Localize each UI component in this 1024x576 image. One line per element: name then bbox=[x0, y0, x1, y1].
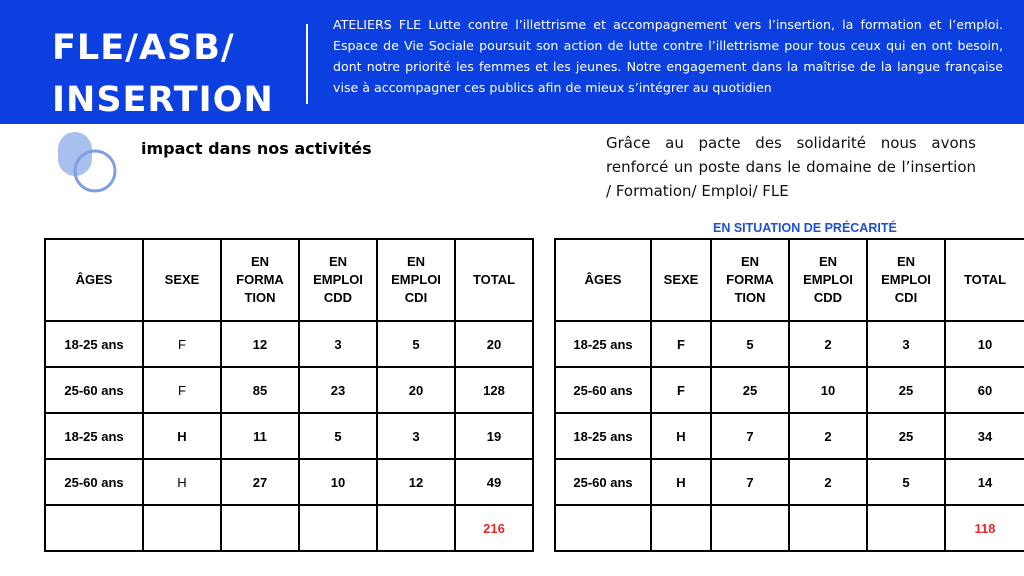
cell-cdd: 3 bbox=[299, 321, 377, 367]
table-total-row bbox=[45, 505, 533, 551]
header-cdi bbox=[377, 239, 455, 321]
header-text: CDD bbox=[323, 290, 353, 305]
cell-formation: 12 bbox=[221, 321, 299, 367]
cell-age: 25-60 ans bbox=[555, 367, 651, 413]
header-total: TOTAL bbox=[945, 239, 1024, 321]
cell-total: 10 bbox=[945, 321, 1024, 367]
table-row bbox=[555, 459, 1024, 505]
cell-formation: 7 bbox=[711, 459, 789, 505]
cell-empty bbox=[867, 505, 945, 551]
cell-age: 18-25 ans bbox=[555, 413, 651, 459]
cell-empty bbox=[789, 505, 867, 551]
header-formation bbox=[711, 239, 789, 321]
cell-age: 18-25 ans bbox=[45, 321, 143, 367]
cell-age: 25-60 ans bbox=[45, 459, 143, 505]
cell-cdi: 5 bbox=[377, 321, 455, 367]
cell-sexe: H bbox=[651, 459, 711, 505]
cell-age: 25-60 ans bbox=[45, 367, 143, 413]
table-precarite bbox=[554, 238, 1024, 552]
table-row bbox=[555, 321, 1024, 367]
header-text: FORMA bbox=[236, 272, 284, 287]
table-header-row bbox=[555, 239, 1024, 321]
header-text: EMPLOI bbox=[313, 272, 363, 287]
cell-sexe: F bbox=[651, 321, 711, 367]
header-text: EN bbox=[250, 254, 270, 269]
cell-age: 18-25 ans bbox=[45, 413, 143, 459]
header-text: EMPLOI bbox=[803, 272, 853, 287]
cell-formation: 85 bbox=[221, 367, 299, 413]
header-ages: ÂGES bbox=[45, 239, 143, 321]
table-all-participants bbox=[44, 238, 534, 552]
table-row bbox=[45, 459, 533, 505]
header-text: EN bbox=[406, 254, 426, 269]
cell-formation: 25 bbox=[711, 367, 789, 413]
cell-total: 60 bbox=[945, 367, 1024, 413]
header-text: EN bbox=[740, 254, 760, 269]
header-cdi bbox=[867, 239, 945, 321]
cell-cdi: 3 bbox=[377, 413, 455, 459]
header-text: EN bbox=[818, 254, 838, 269]
pacte-paragraph: Grâce au pacte des solidarité nous avons renforcé un poste dans le domaine de l’insertion / Formation/ Emploi/ FLE bbox=[606, 134, 976, 200]
cell-total: 128 bbox=[455, 367, 533, 413]
cell-empty bbox=[45, 505, 143, 551]
cell-empty bbox=[651, 505, 711, 551]
table-row bbox=[45, 367, 533, 413]
cell-total: 20 bbox=[455, 321, 533, 367]
header-text: EN bbox=[896, 254, 916, 269]
decorative-circles-icon bbox=[56, 130, 122, 196]
cell-empty bbox=[221, 505, 299, 551]
intro-paragraph: ATELIERS FLE Lutte contre l’illettrisme et accompagnement vers l’insertion, la formation et l’emploi. Espace de Vie Sociale poursuit son action de lutte contre l’illettrisme pour tous ceux qui en ont besoin, dont notre priorité les femmes et les jeunes. Notre engagement dans la maîtrise de la langue française vise à accompagner ces publics afin de mieux s’intégrer au quotidien bbox=[333, 17, 1003, 95]
header-text: EMPLOI bbox=[881, 272, 931, 287]
table-header-row bbox=[45, 239, 533, 321]
header-cdd bbox=[299, 239, 377, 321]
cell-formation: 5 bbox=[711, 321, 789, 367]
header-text: CDI bbox=[404, 290, 428, 305]
header-total: TOTAL bbox=[455, 239, 533, 321]
grand-total: 216 bbox=[455, 505, 533, 551]
table-row bbox=[555, 413, 1024, 459]
cell-total: 19 bbox=[455, 413, 533, 459]
page-title bbox=[52, 22, 274, 126]
header-text: CDD bbox=[813, 290, 843, 305]
cell-cdd: 10 bbox=[299, 459, 377, 505]
header-divider bbox=[306, 24, 308, 104]
header-text: EN bbox=[328, 254, 348, 269]
cell-cdd: 5 bbox=[299, 413, 377, 459]
header-text: FORMA bbox=[726, 272, 774, 287]
cell-total: 34 bbox=[945, 413, 1024, 459]
cell-total: 14 bbox=[945, 459, 1024, 505]
cell-total: 49 bbox=[455, 459, 533, 505]
cell-cdi: 25 bbox=[867, 367, 945, 413]
cell-empty bbox=[711, 505, 789, 551]
cell-cdd: 23 bbox=[299, 367, 377, 413]
cell-sexe: H bbox=[143, 459, 221, 505]
header-text: EMPLOI bbox=[391, 272, 441, 287]
cell-empty bbox=[377, 505, 455, 551]
cell-empty bbox=[299, 505, 377, 551]
cell-cdd: 10 bbox=[789, 367, 867, 413]
table-total-row bbox=[555, 505, 1024, 551]
cell-sexe: F bbox=[143, 367, 221, 413]
cell-empty bbox=[143, 505, 221, 551]
header-sexe: SEXE bbox=[143, 239, 221, 321]
cell-cdd: 2 bbox=[789, 459, 867, 505]
header-cdd bbox=[789, 239, 867, 321]
header-sexe: SEXE bbox=[651, 239, 711, 321]
table-row bbox=[45, 321, 533, 367]
header-text: TION bbox=[734, 290, 766, 305]
header-text: TION bbox=[244, 290, 276, 305]
cell-cdi: 25 bbox=[867, 413, 945, 459]
cell-age: 25-60 ans bbox=[555, 459, 651, 505]
title-line-1: FLE/ASB/ bbox=[52, 28, 235, 68]
header-banner bbox=[0, 0, 1024, 124]
cell-sexe: H bbox=[651, 413, 711, 459]
header-text: CDI bbox=[894, 290, 918, 305]
cell-formation: 27 bbox=[221, 459, 299, 505]
cell-age: 18-25 ans bbox=[555, 321, 651, 367]
cell-formation: 11 bbox=[221, 413, 299, 459]
table-row bbox=[45, 413, 533, 459]
cell-sexe: F bbox=[651, 367, 711, 413]
cell-sexe: F bbox=[143, 321, 221, 367]
header-formation bbox=[221, 239, 299, 321]
cell-cdi: 5 bbox=[867, 459, 945, 505]
cell-formation: 7 bbox=[711, 413, 789, 459]
title-line-2: INSERTION bbox=[52, 80, 274, 120]
cell-cdd: 2 bbox=[789, 413, 867, 459]
cell-cdi: 20 bbox=[377, 367, 455, 413]
grand-total: 118 bbox=[945, 505, 1024, 551]
cell-sexe: H bbox=[143, 413, 221, 459]
cell-cdi: 12 bbox=[377, 459, 455, 505]
cell-cdd: 2 bbox=[789, 321, 867, 367]
cell-cdi: 3 bbox=[867, 321, 945, 367]
table-row bbox=[555, 367, 1024, 413]
precarite-label: EN SITUATION DE PRÉCARITÉ bbox=[713, 221, 897, 235]
header-ages: ÂGES bbox=[555, 239, 651, 321]
cell-empty bbox=[555, 505, 651, 551]
impact-heading: impact dans nos activités bbox=[141, 139, 372, 158]
